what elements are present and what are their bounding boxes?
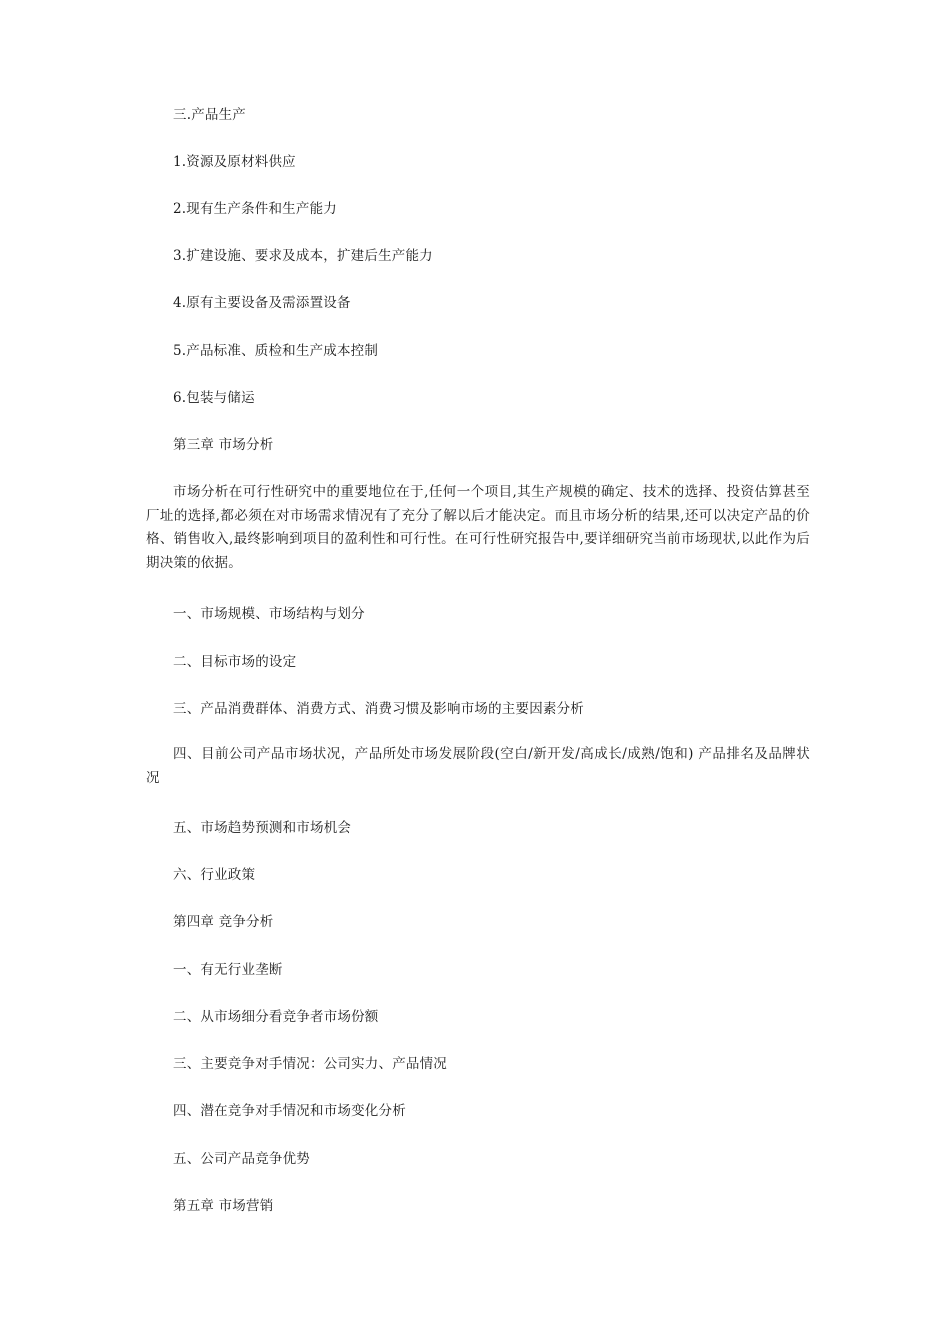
list-item: 4.原有主要设备及需添置设备 xyxy=(173,295,351,311)
list-item: 三、产品消费群体、消费方式、消费习惯及影响市场的主要因素分析 xyxy=(173,701,584,717)
list-item: 6.包装与储运 xyxy=(173,390,255,406)
list-item: 六、行业政策 xyxy=(173,867,256,883)
list-item: 五、公司产品竞争优势 xyxy=(173,1151,310,1167)
chapter-title: 第五章 市场营销 xyxy=(173,1198,274,1214)
list-item: 一、有无行业垄断 xyxy=(173,962,283,978)
list-item: 四、目前公司产品市场状况，产品所处市场发展阶段(空白/新开发/高成长/成熟/饱和) 产品排名及品牌状况 xyxy=(146,746,810,786)
list-item: 3.扩建设施、要求及成本，扩建后生产能力 xyxy=(173,248,433,264)
section-heading: 三.产品生产 xyxy=(173,107,246,123)
list-item: 5.产品标准、质检和生产成本控制 xyxy=(173,343,379,359)
list-item: 1.资源及原材料供应 xyxy=(173,154,296,170)
list-item: 三、主要竞争对手情况：公司实力、产品情况 xyxy=(173,1056,447,1072)
chapter-title: 第三章 市场分析 xyxy=(173,437,274,453)
list-item: 五、市场趋势预测和市场机会 xyxy=(173,820,352,836)
list-item: 二、目标市场的设定 xyxy=(173,654,297,670)
list-item: 二、从市场细分看竞争者市场份额 xyxy=(173,1009,379,1025)
list-item: 一、市场规模、市场结构与划分 xyxy=(173,606,365,622)
chapter-title: 第四章 竞争分析 xyxy=(173,914,274,930)
intro-paragraph: 市场分析在可行性研究中的重要地位在于,任何一个项目,其生产规模的确定、技术的选择、投资估算甚至厂址的选择,都必须在对市场需求情况有了充分了解以后才能决定。而且市场分析的结果,还可以决定产品的价格、销售收入,最终影响到项目的盈利性和可行性。在可行性研究报告中,要详细研究当前市场现状,以此作为后期决策的依据。 xyxy=(146,484,810,571)
list-item: 2.现有生产条件和生产能力 xyxy=(173,201,337,217)
list-item: 四、潜在竞争对手情况和市场变化分析 xyxy=(173,1103,406,1119)
